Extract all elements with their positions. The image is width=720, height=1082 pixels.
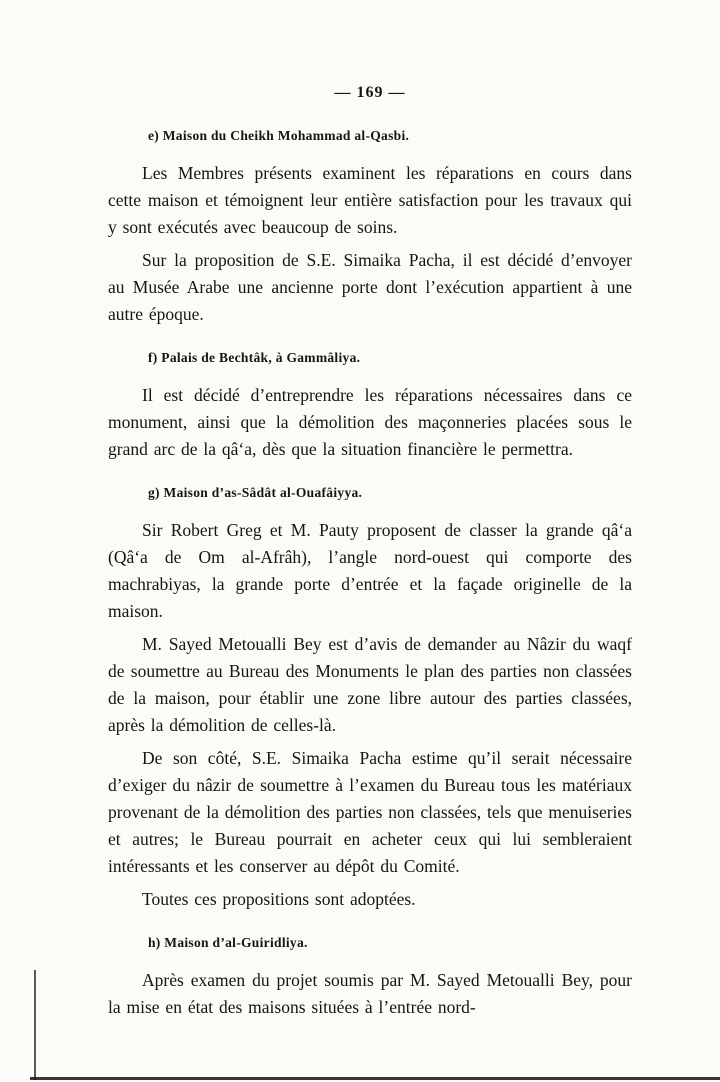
paragraph: De son côté, S.E. Simaika Pacha estime qu’il serait nécessaire d’exiger du nâzir de soumettre à l’examen du Bureau tous les matériaux provenant de la démolition des parties non classées, tels que menuiseries et autres; le Bureau pourrait en acheter ceux qui lui sembleraient intéressants et les conserver au dépôt du Comité. bbox=[108, 748, 632, 876]
paragraph: Il est décidé d’entreprendre les réparations nécessaires dans ce monument, ainsi que la démolition des maçonneries placées sous le grand arc de la qâ‘a, dès que la situation financière le permettra. bbox=[108, 385, 632, 459]
paragraph: M. Sayed Metoualli Bey est d’avis de demander au Nâzir du waqf de soumettre au Bureau des Monuments le plan des parties non classées de la maison, pour établir une zone libre autour des parties classées, après la démolition de celles-là. bbox=[108, 634, 632, 735]
scan-edge-artifact-left bbox=[34, 970, 36, 1080]
page-content bbox=[108, 84, 632, 1027]
scan-edge-artifact-bottom bbox=[30, 1077, 720, 1080]
paragraph-propositions-adoptees: Toutes ces propositions sont adoptées. bbox=[142, 889, 416, 909]
section-heading-f: f) Palais de Bechtâk, à Gammâliya. bbox=[148, 350, 361, 365]
paragraph: Les Membres présents examinent les réparations en cours dans cette maison et témoignent leur entière satisfaction pour les travaux qui y sont exécutés avec beaucoup de soins. bbox=[108, 163, 632, 237]
paragraph: Sir Robert Greg et M. Pauty proposent de classer la grande qâ‘a (Qâ‘a de Om al-Afrâh), l’angle nord-ouest qui comporte des machrabiyas, la grande porte d’entrée et la façade originelle de la maison. bbox=[108, 520, 632, 621]
section-heading-e: e) Maison du Cheikh Mohammad al-Qasbi. bbox=[148, 128, 410, 143]
section-heading-g: g) Maison d’as-Sâdât al-Ouafâiyya. bbox=[148, 485, 363, 500]
paragraph: Sur la proposition de S.E. Simaika Pacha, il est décidé d’envoyer au Musée Arabe une ancienne porte dont l’exécution appartient à une autre époque. bbox=[108, 250, 632, 324]
section-heading-h: h) Maison d’al-Guiridliya. bbox=[148, 935, 308, 950]
page-number: — 169 — bbox=[334, 84, 406, 101]
paragraph-truncated-bottom: Après examen du projet soumis par M. Sayed Metoualli Bey, pour la mise en état des maisons situées à l’entrée nord- bbox=[108, 970, 632, 1017]
